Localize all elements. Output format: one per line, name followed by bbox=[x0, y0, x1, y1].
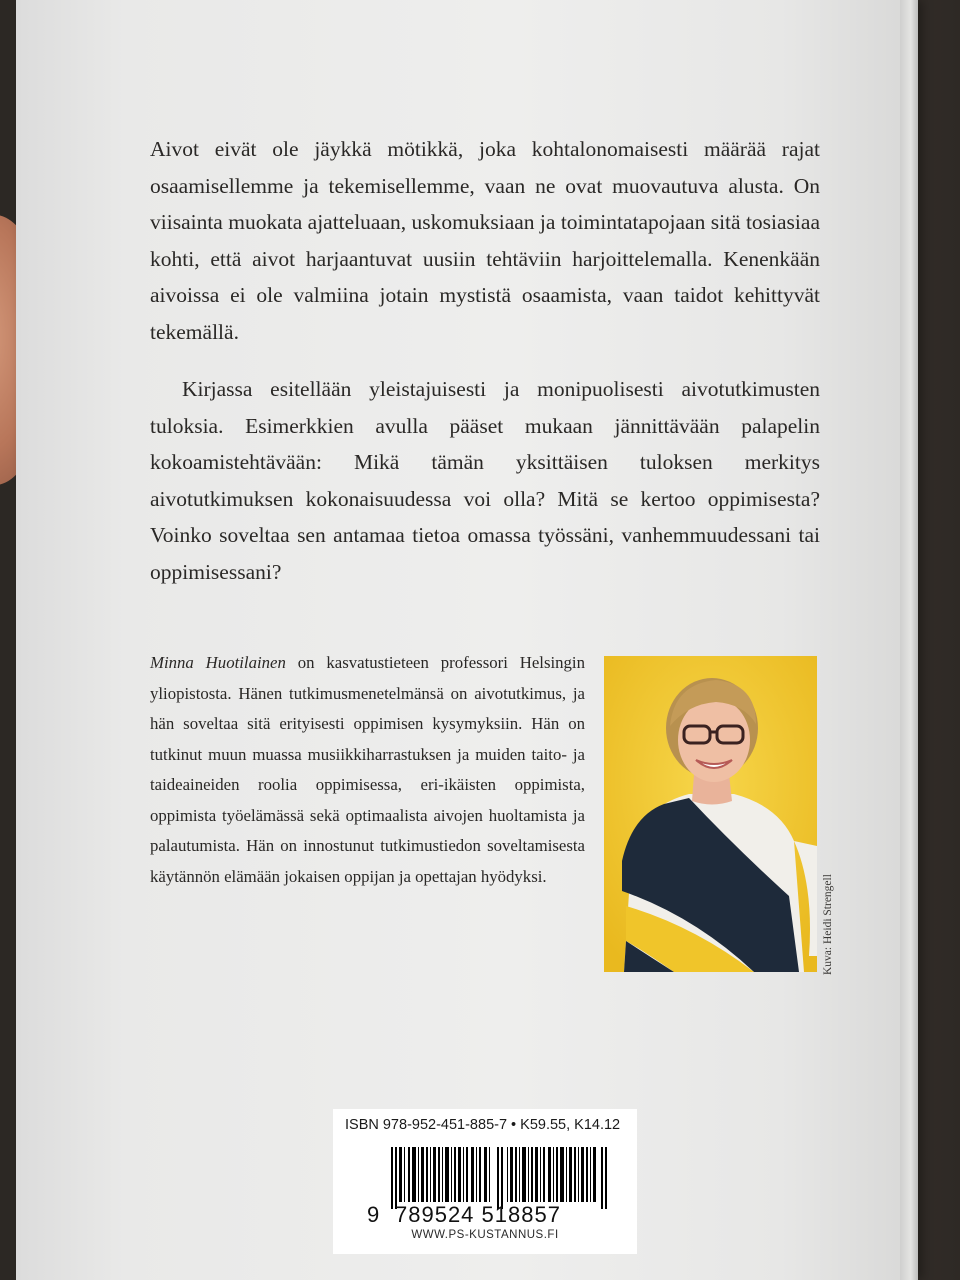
author-photo bbox=[604, 656, 817, 972]
author-bio bbox=[150, 648, 585, 892]
barcode-digits: 789524 518857 bbox=[395, 1202, 561, 1227]
isbn-number: ISBN 978-952-451-885-7 • K59.55, K14.12 bbox=[345, 1117, 621, 1133]
isbn-barcode-label bbox=[333, 1109, 637, 1254]
photo-credit: Kuva: Heidi Strengell bbox=[822, 874, 834, 975]
description-paragraph-1: Aivot eivät ole jäykkä mötikkä, joka kohtalonomaisesti määrää rajat osaamisellemme ja tekemisellemme, vaan ne ovat muovautuva alusta. On viisainta muokata ajatteluaan, uskomuksiaan ja toimintatapojaan sitä tosiasiaa kohti, että aivot harjaantuvat uusiin tehtäviin harjoittelemalla. Kenenkään aivoissa ei ole valmiina jotain mystistä osaamista, vaan taidot kehittyvät tekemällä. bbox=[150, 137, 820, 344]
author-name: Minna Huotilainen bbox=[150, 653, 286, 672]
description-paragraph-2: Kirjassa esitellään yleistajuisesti ja monipuolisesti aivotutkimusten tuloksia. Esimerkkien avulla pääset mukaan jännittävään palapelin kokoamistehtävään: Mikä tämän yksittäisen tuloksen merkitys aivotutkimuksen kokonaisuudessa voi olla? Mitä se kertoo oppimisesta? Voinko soveltaa sen antamaa tietoa omassa työssäni, vanhemmuudessani tai oppimisessani? bbox=[150, 377, 820, 584]
publisher-website: WWW.PS-KUSTANNUS.FI bbox=[411, 1229, 559, 1241]
barcode-digit-first: 9 bbox=[367, 1202, 380, 1227]
barcode-image bbox=[391, 1147, 613, 1209]
book-edge bbox=[900, 0, 918, 1280]
author-bio-text: on kasvatustieteen professori Helsingin yliopistosta. Hänen tutkimusmenetelmänsä on aivotutkimus, ja hän soveltaa sitä erityisesti oppimisen kysymyksiin. Hän on tutkinut muun muassa musiikkiharrastuksen ja muiden taito- ja taideaineiden roolia oppimisessa, eri-ikäisten oppimista, oppimista työelämässä sekä optimaalista aivojen huoltamista ja palautumista. Hän on innostunut tutkimustiedon soveltamisesta käytännön elämään jokaisen oppijan ja opettajan hyödyksi. bbox=[150, 653, 585, 886]
